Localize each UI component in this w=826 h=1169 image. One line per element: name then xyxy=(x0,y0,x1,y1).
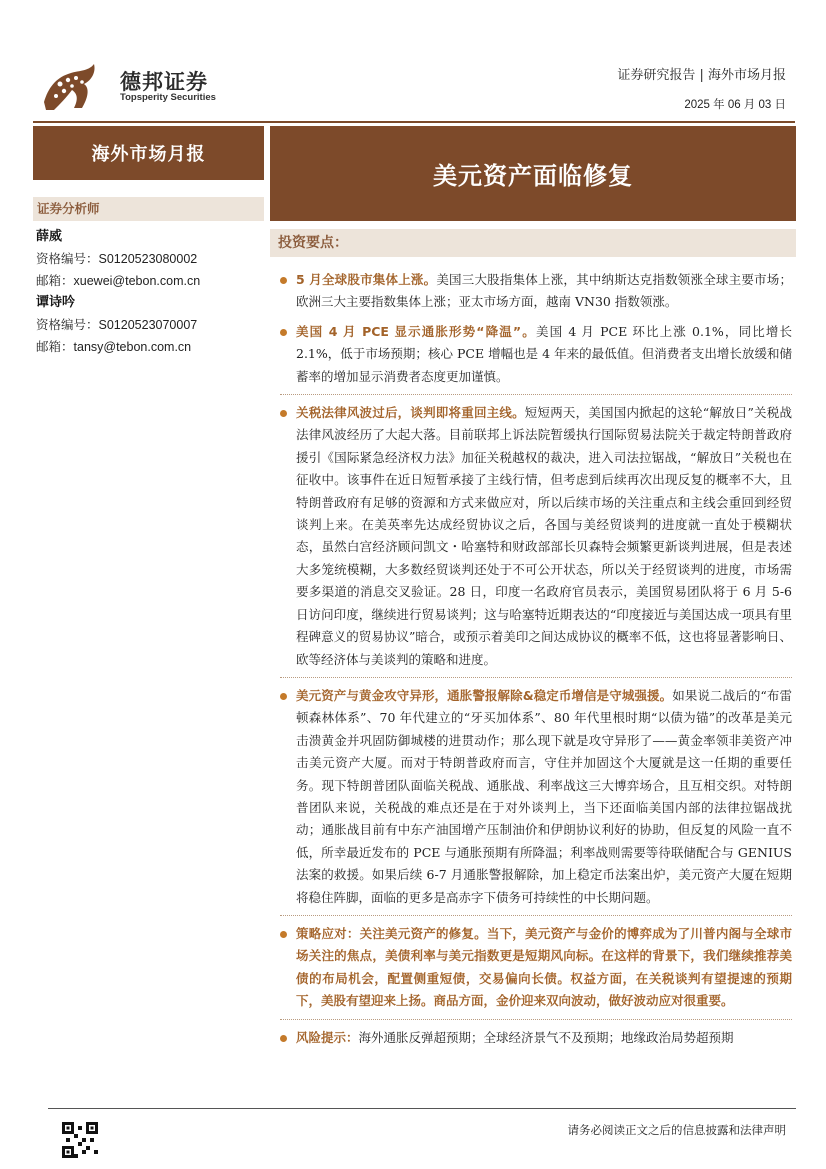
analyst-email: 邮箱：tansy@tebon.com.cn xyxy=(36,339,192,354)
key-point-strategy xyxy=(280,923,792,1013)
key-point-title: 5 月全球股市集体上涨。 xyxy=(296,272,437,287)
analyst-email-link[interactable]: tansy@tebon.com.cn xyxy=(73,340,192,354)
key-point-body: 美国 4 月 PCE 环比上涨 0.1%，同比增长 2.1%，低于市场预期；核心 PCE 增幅也是 4 年来的最低值。但消费者支出增长放缓和储蓄率的增加显示消费者态度更加谨慎。 xyxy=(296,323,792,384)
company-logo xyxy=(38,58,218,118)
key-point xyxy=(280,402,792,671)
key-point-title: 美国 4 月 PCE 显示通胀形势“降温”。 xyxy=(296,323,536,339)
analyst-card xyxy=(36,292,197,358)
key-point-body: 如果说二战后的“布雷顿森林体系”、70 年代建立的“牙买加体系”、80 年代里根时期“以债为锚”的改革是美元击溃黄金并巩固防御城楼的进贯动作；那么现下就是攻守异形了——黄金率领非美资产冲击美元资产大厦。而对于特朗普政府而言，守住并加固这个大厦就是这一任期的重要任务。现下特朗普团队面临关税战、通胀战、利率战这三大博弈场合，且互相交织。对特朗普团队来说，关税战的难点还是在于对外谈判上，当下还面临美国内部的法律拉锯战扰动；通胀战目前有中东产油国增产压制油价和伊朗协议利好的协助，但反复的风险一直不低，所幸最近发布的 PCE 与通胀预期有所降温；利率战则需要等待联储配合与 GENIUS 法案的救援。如果后续 6-7 月通胀警报解除，加上稳定币法案出炉，美元资产大厦在短期将稳住阵脚，面临的更多是高赤字下债务可持续性的中长期问题。 xyxy=(296,687,792,905)
key-points-list xyxy=(280,269,792,1049)
key-point-body: 当下，美元资产与金价的博弈成为了川普内阁与全球市场关注的焦点，美债利率与美元指数更是短期风向标。在这样的背景下，我们继续推荐美债的布局机会，配置侧重短债，交易偏向长债。权益方面，在关税谈判有望提速的预期下，美股有望迎来上扬。商品方面，金价迎来双向波动，做好波动应对很重要。 xyxy=(296,925,792,1009)
key-point-risk xyxy=(280,1027,792,1049)
legal-disclaimer: 请务必阅读正文之后的信息披露和法律声明 xyxy=(567,1123,786,1137)
key-point-title: 策略应对：关注美元资产的修复。 xyxy=(296,925,487,941)
analyst-email-link[interactable]: xuewei@tebon.com.cn xyxy=(73,274,201,288)
key-point xyxy=(280,321,792,388)
key-point-body: 海外通胀反弹超预期；全球经济景气不及预期；地缘政治局势超预期 xyxy=(358,1029,734,1045)
qr-code-icon xyxy=(62,1122,98,1158)
footer-divider xyxy=(48,1108,796,1109)
key-point-title: 风险提示： xyxy=(296,1029,359,1045)
analyst-card xyxy=(36,226,200,292)
report-series-title: 海外市场月报 xyxy=(33,126,264,180)
report-main-title: 美元资产面临修复 xyxy=(270,126,796,221)
analysts-heading: 证券分析师 xyxy=(33,197,264,221)
key-points-heading: 投资要点： xyxy=(270,229,796,257)
logo-text-en: Topsperity Securities xyxy=(120,92,216,103)
report-date: 2025 年 06 月 03 日 xyxy=(684,99,786,111)
key-point xyxy=(280,685,792,909)
divider xyxy=(280,677,792,678)
header-divider xyxy=(33,121,795,123)
divider xyxy=(280,1019,792,1020)
analyst-cert: 资格编号：S0120523080002 xyxy=(36,251,198,266)
divider xyxy=(280,394,792,395)
analyst-email: 邮箱：xuewei@tebon.com.cn xyxy=(36,273,201,288)
key-point-title: 美元资产与黄金攻守异形，通胀警报解除&稳定币增信是守城强援。 xyxy=(296,687,673,703)
analyst-name: 薛威 xyxy=(36,229,63,244)
leopard-logo-icon xyxy=(38,58,100,114)
analyst-cert: 资格编号：S0120523070007 xyxy=(36,317,198,332)
report-type: 证券研究报告 | 海外市场月报 xyxy=(617,68,786,83)
key-point-body: 美国三大股指集体上涨，其中纳斯达克指数领涨全球主要市场；欧洲三大主要指数集体上涨；亚太市场方面，越南 VN30 指数领涨。 xyxy=(296,272,792,310)
key-point-body: 短短两天，美国国内掀起的这轮“解放日”关税战法律风波经历了大起大落。目前联邦上诉法院暂缓执行国际贸易法院关于裁定特朗普政府援引《国际紧急经济权力法》加征关税越权的裁决，进入司法拉锯战，“解放日”关税也在征收中。该事件在近日短暂承接了主线行情，但考虑到后续再次出现反复的概率不大，且特朗普政府有足够的资源和方式来做应对，所以后续市场的关注重点和主线会重回到经贸谈判上来。在美英率先达成经贸协议之后，各国与美经贸谈判的进度就一直处于模糊状态，虽然白宫经济顾问凯文・哈塞特和财政部部长贝森特会频繁更新谈判进展，但是表述大多笼统模糊，大多数经贸谈判还处于不可公开状态，所以关于经贸谈判的进度，市场需要多渠道的消息交叉验证。28 日，印度一名政府官员表示，美国贸易团队将于 6 月 5-6 日访问印度，继续进行贸易谈判；这与哈塞特近期表达的“印度接近与美国达成一项具有里程碑意义的贸易协议”暗合，或预示着美印之间达成协议的概率不低，这也将显著影响日、欧等经济体与美谈判的策略和进度。 xyxy=(296,405,792,667)
divider xyxy=(280,915,792,916)
key-point xyxy=(280,269,792,314)
analyst-name: 谭诗吟 xyxy=(36,295,76,310)
key-point-title: 关税法律风波过后，谈判即将重回主线。 xyxy=(296,405,525,421)
logo-text-cn: 德邦证券 xyxy=(120,70,208,94)
